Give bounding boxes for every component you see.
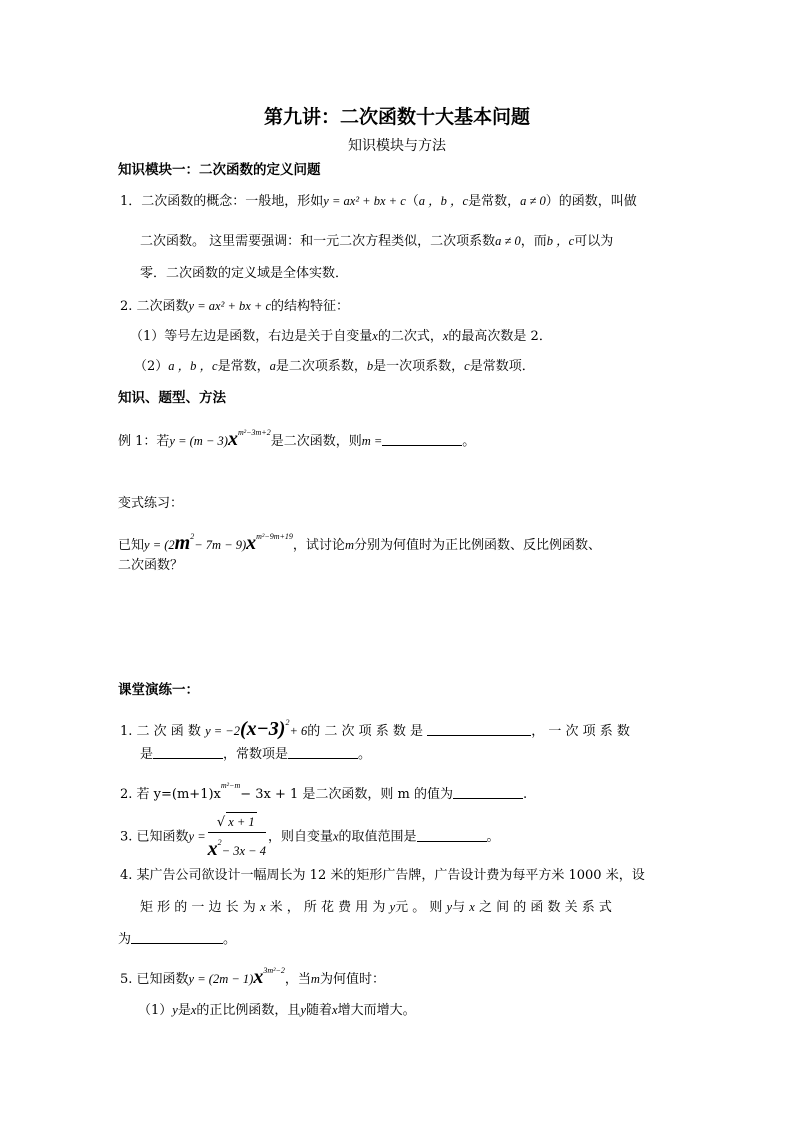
variant-text: 分别为何值时为正比例函数、反比例函数、 xyxy=(353,538,601,553)
exponent: m²−9m+19 xyxy=(256,532,293,541)
question-text: 为 xyxy=(118,932,132,947)
structure-text: 的结构特征： xyxy=(271,299,350,314)
question-text: 元 。 则 xyxy=(395,900,443,915)
question-5-part-1 xyxy=(138,1000,416,1021)
concept-line-2 xyxy=(140,231,613,252)
structure-text: 是常数， xyxy=(217,359,270,374)
example-text: 是二次函数，则 xyxy=(270,434,362,449)
page-subtitle: 知识模块与方法 xyxy=(348,138,446,154)
variable-x: x xyxy=(469,900,475,914)
question-text: 是 xyxy=(140,747,154,762)
question-text: 。 xyxy=(358,747,372,762)
variant-formula: − 7m − 9) xyxy=(194,538,247,552)
variable-x: x xyxy=(372,329,378,343)
question-2 xyxy=(120,776,527,805)
variable-x: x xyxy=(207,838,218,860)
variable-y: y xyxy=(172,1003,178,1017)
module1-heading: 知识模块一：二次函数的定义问题 xyxy=(118,162,321,178)
condition: a ≠ 0 xyxy=(520,194,546,208)
page-title: 第九讲：二次函数十大基本问题 xyxy=(263,106,530,128)
question-text: 2. 若 y=(m+1)x xyxy=(120,787,221,802)
question-1-line-1 xyxy=(120,710,630,745)
answer-blank[interactable] xyxy=(382,431,462,446)
question-text: 5. 已知函数 xyxy=(120,972,189,987)
variable-x: x xyxy=(259,900,266,914)
variable-x: x xyxy=(442,329,449,343)
structure-text: 是常数项． xyxy=(469,359,535,374)
denominator-rest: − 3x − 4 xyxy=(221,844,266,858)
structure-line-1 xyxy=(120,296,349,317)
question-text: 为何值时： xyxy=(319,972,385,987)
variable-x: x xyxy=(190,1003,197,1017)
example-text: 例 1：若 xyxy=(118,434,170,449)
variable-m: m xyxy=(344,538,354,552)
answer-blank[interactable] xyxy=(453,784,523,799)
q3-fraction xyxy=(208,812,266,862)
question-text: ，常数项是 xyxy=(223,747,289,762)
variant-formula: y = (2 xyxy=(144,538,175,552)
variant-text: 已知 xyxy=(118,538,145,553)
practice-heading: 课堂演练一： xyxy=(118,682,199,698)
structure-text: 2. 二次函数 xyxy=(120,299,189,314)
coefficients: a ，b ，c xyxy=(168,359,218,373)
variable-x: x xyxy=(253,966,264,988)
quadratic-formula: y = ax² + bx + c xyxy=(188,299,272,313)
exponent: 2 xyxy=(190,532,195,541)
question-text: ， 一 次 项 系 数 xyxy=(531,724,630,739)
answer-blank[interactable] xyxy=(288,744,358,759)
concept-text: 是常数， xyxy=(468,194,521,209)
exponent: 3m²−2 xyxy=(263,966,285,975)
question-text: （1） xyxy=(138,1003,173,1018)
question-text: − 3x + 1 是二次函数，则 m 的值为 xyxy=(240,787,454,802)
section2-heading: 知识、题型、方法 xyxy=(118,390,226,406)
structure-text: 的最高次数是 2． xyxy=(448,329,552,344)
answer-blank[interactable] xyxy=(153,744,223,759)
q5-formula: y = (2m − 1) xyxy=(188,972,254,986)
exponent: 2 xyxy=(217,838,222,847)
coefficients: b ，c xyxy=(546,234,575,248)
concept-line-3: 零．二次函数的定义域是全体实数． xyxy=(140,266,349,281)
question-text: . xyxy=(523,787,528,802)
variant-text: ，试讨论 xyxy=(292,538,345,553)
concept-text: ，而 xyxy=(520,234,547,249)
structure-text: （1）等号左边是函数，右边是关于自变量 xyxy=(130,329,373,344)
coefficients: a ，b ，c xyxy=(418,194,469,208)
variant-heading: 变式练习： xyxy=(118,496,184,511)
structure-text: （2） xyxy=(134,359,169,374)
question-5 xyxy=(120,958,385,993)
concept-text: 1．二次函数的概念：一般地，形如 xyxy=(120,194,324,209)
variable-y: y xyxy=(300,1003,306,1017)
structure-line-3 xyxy=(134,356,535,377)
variable-x: x xyxy=(332,1003,338,1017)
structure-line-2 xyxy=(130,326,552,347)
variable-y: y xyxy=(446,900,453,914)
structure-text: 是一次项系数， xyxy=(373,359,465,374)
structure-text: 的二次式， xyxy=(377,329,443,344)
quadratic-formula: y = ax² + bx + c xyxy=(323,194,406,208)
variable-x: x xyxy=(227,428,238,450)
question-1-line-2 xyxy=(140,744,371,765)
variable-a: a xyxy=(269,359,276,373)
question-4-line-2 xyxy=(140,897,612,918)
q1-formula: y = −2 xyxy=(205,724,240,738)
question-text: 之 间 的 函 数 关 系 式 xyxy=(478,900,612,915)
question-text: 与 xyxy=(452,900,466,915)
exponent: 2 xyxy=(285,718,290,727)
variable-m: m xyxy=(174,532,191,554)
fraction-numerator: √ x + 1 xyxy=(208,812,266,833)
question-text: 1. 二 次 函 数 xyxy=(120,724,201,739)
question-text: 增大而增大。 xyxy=(337,1003,416,1018)
question-text: 随着 xyxy=(306,1003,333,1018)
question-text: 的 二 次 项 系 数 是 xyxy=(307,724,424,739)
question-text: 米 ， 所 花 费 用 为 xyxy=(269,900,386,915)
exponent: m²−m xyxy=(220,781,241,790)
variant-line-2: 二次函数？ xyxy=(118,558,184,573)
question-text: 的取值范围是 xyxy=(338,829,417,845)
variable-y: y xyxy=(389,900,396,914)
concept-text: （ xyxy=(405,194,419,209)
question-text: 3. 已知函数 xyxy=(120,829,189,845)
question-text: 矩 形 的 一 边 长 为 xyxy=(140,900,256,915)
variable-x: x xyxy=(246,532,257,554)
variable-m: m = xyxy=(361,434,383,448)
concept-text: ）的函数，叫做 xyxy=(545,194,637,209)
question-text: 的正比例函数，且 xyxy=(196,1003,301,1018)
sqrt-content: x + 1 xyxy=(226,812,256,831)
q1-formula: (x−3) xyxy=(240,718,286,740)
variable-x: x xyxy=(332,829,339,844)
question-text: ，则自变量 xyxy=(267,829,333,845)
variant-line-1 xyxy=(118,524,601,559)
structure-text: 是二次项系数， xyxy=(275,359,367,374)
example-formula: y = (m − 3) xyxy=(169,434,228,448)
question-text: 。 xyxy=(223,932,237,947)
variable-m: m xyxy=(310,972,320,986)
answer-blank[interactable] xyxy=(427,721,531,736)
variable-b: b xyxy=(366,359,374,373)
exponent: m²−3m+2 xyxy=(237,428,271,437)
q1-formula: + 6 xyxy=(289,724,308,738)
fraction-denominator xyxy=(208,833,266,862)
question-4-line-1: 4. 某广告公司欲设计一幅周长为 12 米的矩形广告牌，广告设计费为每平方米 1000 米，设 xyxy=(120,868,645,883)
answer-blank[interactable] xyxy=(131,929,223,944)
variable-c: c xyxy=(464,359,470,373)
condition: a ≠ 0 xyxy=(495,234,521,248)
example-text: 。 xyxy=(462,434,476,449)
question-text: 。 xyxy=(486,829,500,845)
concept-text: 可以为 xyxy=(574,234,614,249)
question-4-line-3 xyxy=(118,929,236,950)
variable-y: y = xyxy=(188,829,206,844)
question-text: ，当 xyxy=(284,972,311,987)
concept-line-1 xyxy=(120,191,637,212)
answer-blank[interactable] xyxy=(417,827,487,842)
concept-text: 二次函数。 这里需要强调：和一元二次方程类似，二次项系数 xyxy=(140,234,496,249)
question-text: 是 xyxy=(177,1003,191,1018)
question-3 xyxy=(120,812,500,862)
example-1 xyxy=(118,420,475,455)
